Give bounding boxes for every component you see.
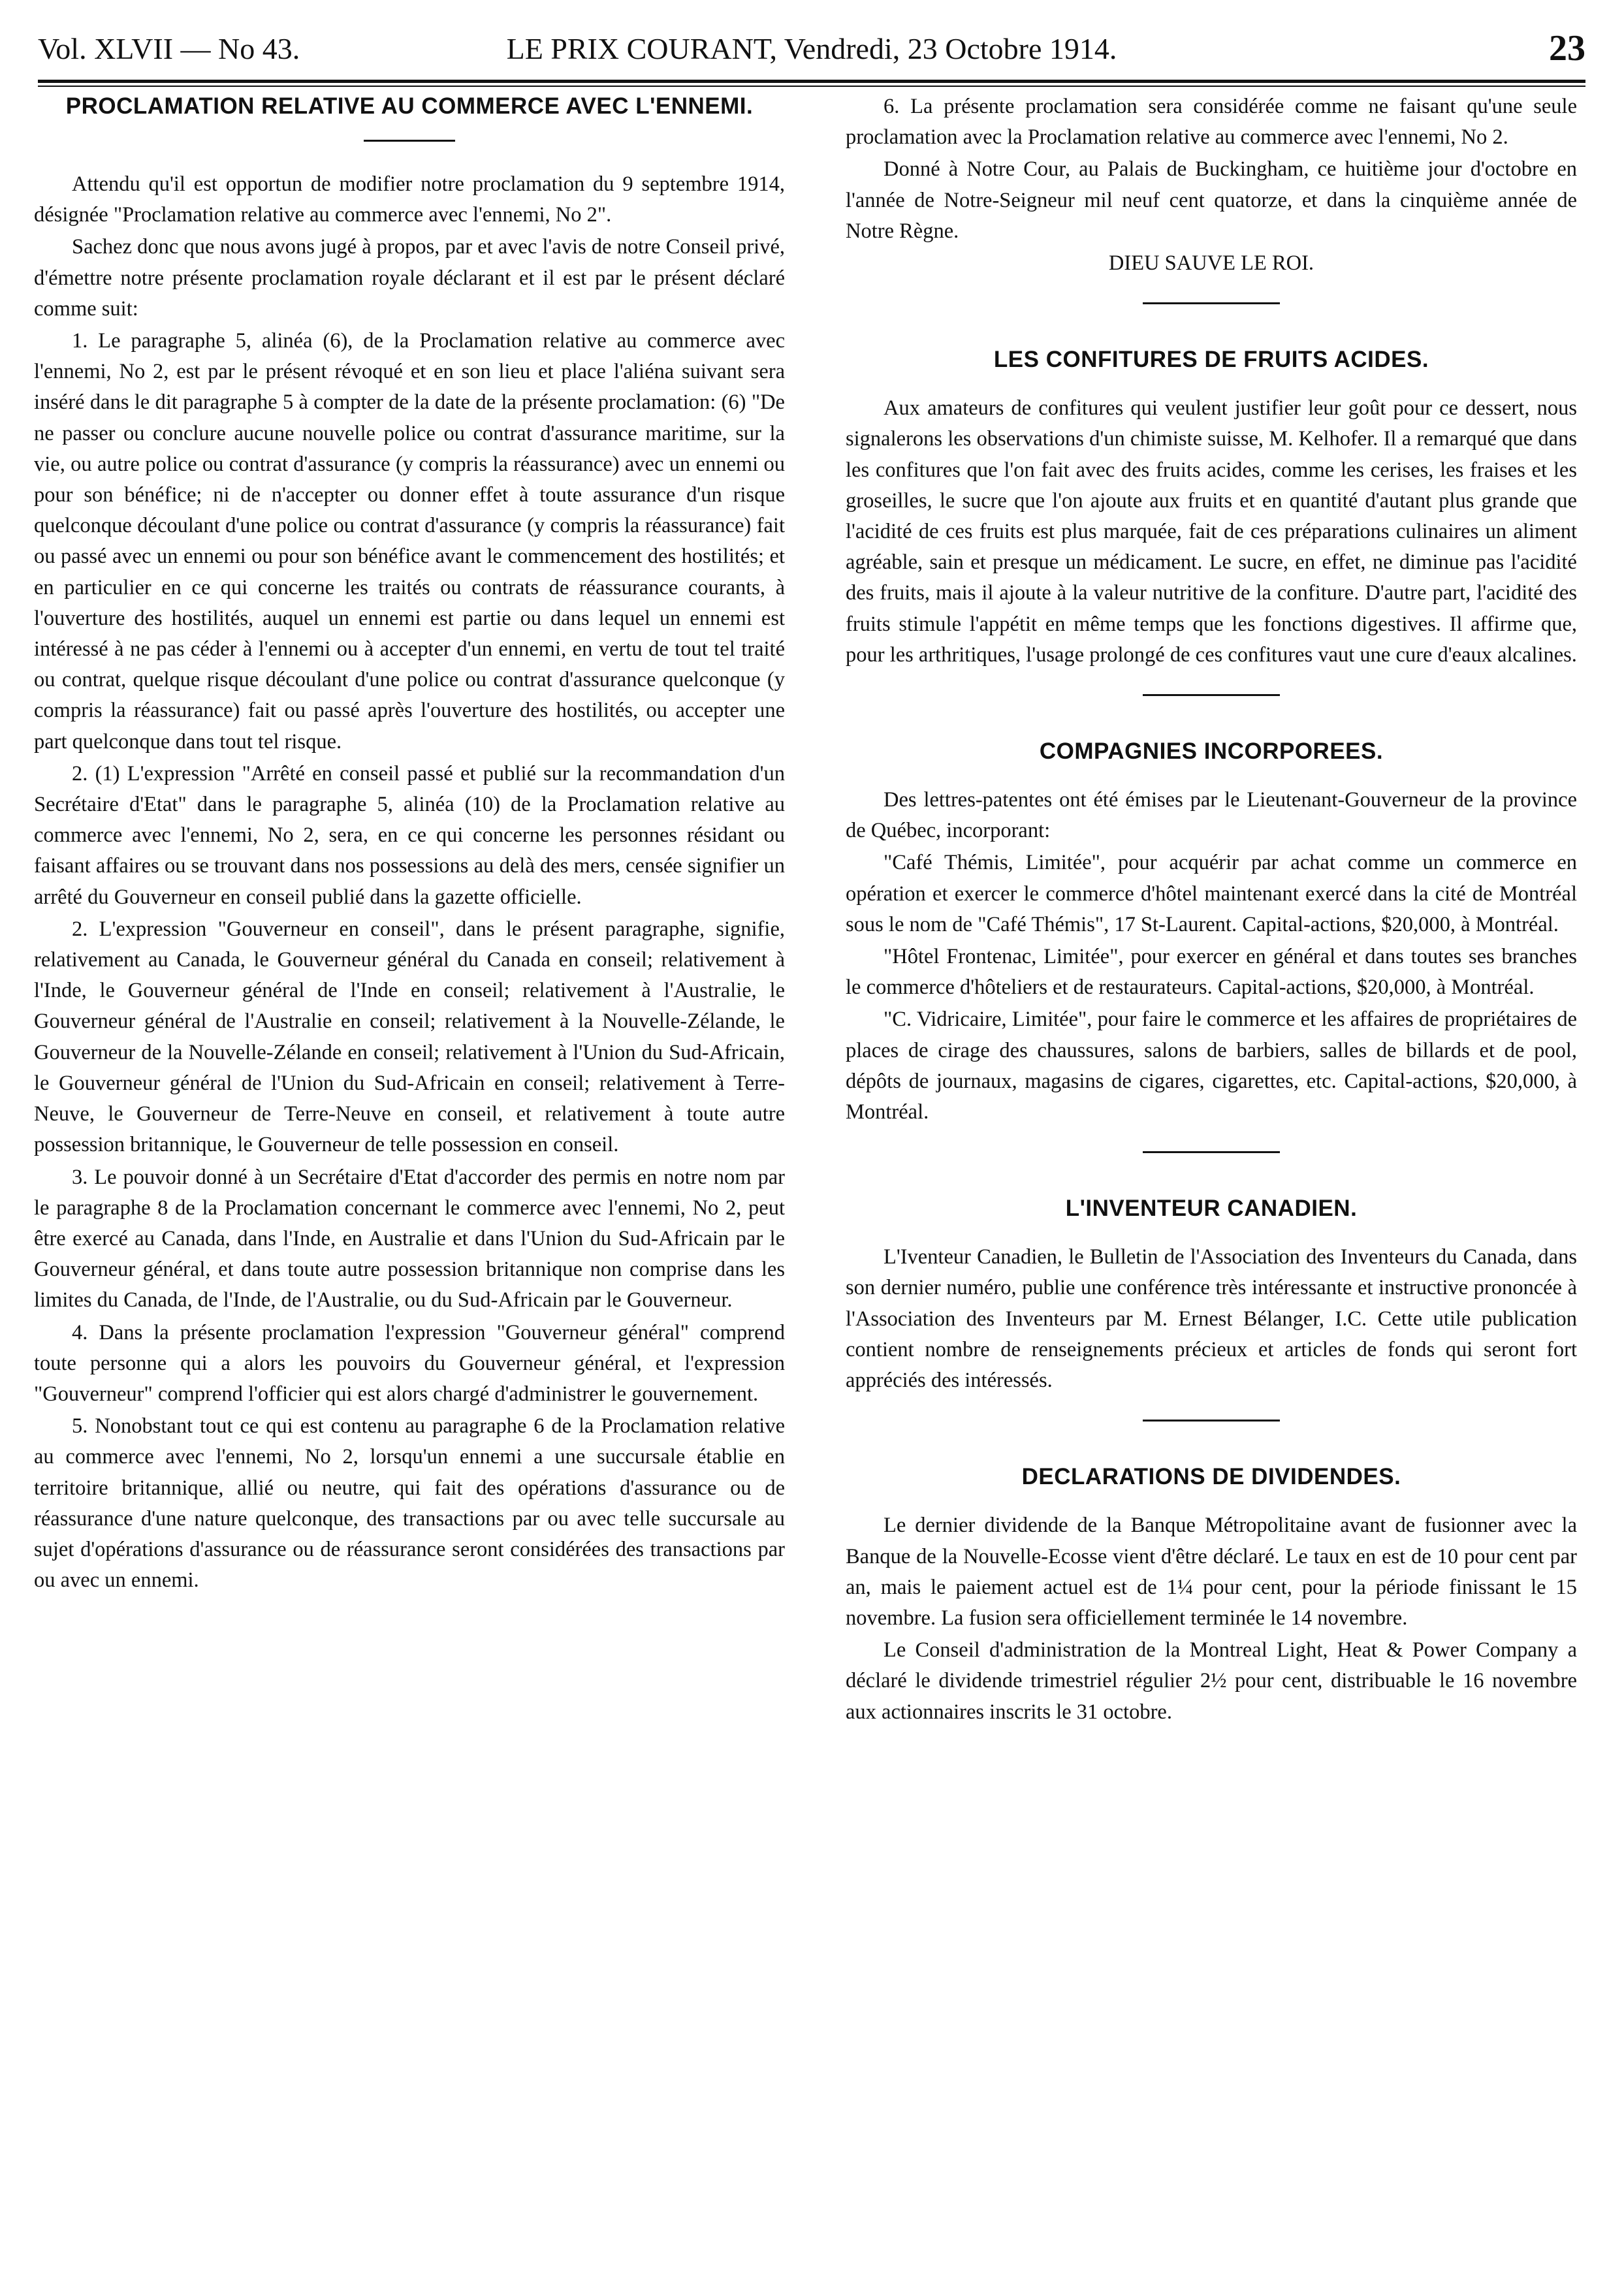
heading-separator: [364, 140, 455, 142]
article-paragraph: 6. La présente proclamation sera considérée comme ne faisant qu'une seule proclamation avec la Proclamation relative au commerce avec l'ennemi, No 2.: [846, 95, 1577, 150]
article-paragraph: "C. Vidricaire, Limitée", pour faire le commerce et les affaires de propriétaires de places de cirage des chaussures, salons de barbiers, salles de billards et de pool, dépôts de journaux, magasins de cigares, cigarettes, etc. Capital-actions, $20,000, à Montréal.: [846, 1008, 1577, 1124]
article-paragraph: Sachez donc que nous avons jugé à propos, par et avec l'avis de notre Conseil privé, d'émettre notre présente proclamation royale déclarant et il est par le présent déclaré comme suit:: [34, 235, 785, 321]
article-separator: [1143, 694, 1280, 696]
article-heading-proclamation: PROCLAMATION RELATIVE AU COMMERCE AVEC L'ENNEMI.: [65, 93, 754, 119]
article-heading-compagnies: COMPAGNIES INCORPOREES.: [1039, 738, 1384, 765]
article-paragraph: "Café Thémis, Limitée", pour acquérir par achat comme un commerce en opération et exercer le commerce d'hôtel maintenant exercé dans la cité de Montréal sous le nom de "Café Thémis", 17 St-Laurent. Capital-actions, $20,000, à Montréal.: [846, 851, 1577, 936]
left-column: [34, 91, 785, 1596]
article-paragraph: Aux amateurs de confitures qui veulent justifier leur goût pour ce dessert, nous signalerons les observations d'un chimiste suisse, M. Kelhofer. Il a remarqué que dans les confitures que l'on fait avec des fruits acides, comme les cerises, les fraises et les groseilles, le sucre que l'on ajoute aux fruits et en quantité d'autant plus grande que l'acidité de ces fruits est plus marquée, fait de ces préparations culinaires un aliment agréable, sain et presque un médicament. Le sucre, en effet, ne diminue pas l'acidité des fruits, mais il ajoute à la valeur nutritive de la confiture. D'autre part, l'acidité des fruits stimule l'appétit en même temps que les fonctions digestives. Il affirme que, pour les arthritiques, l'usage prolongé de ces confitures vaut une cure d'eaux alcalines.: [846, 396, 1577, 667]
article-paragraph: Attendu qu'il est opportun de modifier notre proclamation du 9 septembre 1914, désignée "Proclamation relative au commerce avec l'ennemi, No 2".: [34, 172, 785, 227]
article-paragraph: 2. (1) L'expression "Arrêté en conseil passé et publié sur la recommandation d'un Secrétaire d'Etat" dans le paragraphe 5, alinéa (10) de la Proclamation relative au commerce avec l'ennemi, No 2, sera, en ce qui concerne les personnes résidant ou faisant affaires ou se trouvant dans nos possessions au delà des mers, censée signifier un arrêté du Gouverneur en conseil publié dans la gazette officielle.: [34, 761, 785, 909]
article-separator: [1143, 1420, 1280, 1421]
article-paragraph: 5. Nonobstant tout ce qui est contenu au paragraphe 6 de la Proclamation relative au commerce avec l'ennemi, No 2, lorsqu'un ennemi a une succursale établie en territoire britannique, allié ou neutre, qui fait des opérations d'assurance ou de réassurance d'une nature quelconque, des transactions par ou avec telle succursale au sujet d'opérations d'assurance ou de réassurance seront considérées des transactions par ou avec un ennemi.: [34, 1414, 785, 1593]
article-paragraph: 2. L'expression "Gouverneur en conseil", dans le présent paragraphe, signifie, relativement au Canada, le Gouverneur général du Canada en conseil; relativement à l'Inde, le Gouverneur général de l'Inde en conseil; relativement à l'Australie, le Gouverneur général de l'Australie en conseil; relativement à la Nouvelle-Zélande, le Gouverneur de la Nouvelle-Zélande en conseil; relativement à l'Union du Sud-Africain, le Gouverneur général de l'Union du Sud-Africain en conseil; relativement à Terre-Neuve, le Gouverneur de Terre-Neuve en conseil, et relativement à toute autre possession britannique, le Gouverneur de telle possession en conseil.: [34, 917, 785, 1157]
article-paragraph: Le Conseil d'administration de la Montreal Light, Heat & Power Company a déclaré le dividende trimestriel régulier 2½ pour cent, distribuable le 16 novembre aux actionnaires inscrits le 31 octobre.: [846, 1638, 1577, 1724]
page-number: 23: [1549, 28, 1585, 69]
right-column: [846, 91, 1577, 1728]
article-paragraph: Donné à Notre Cour, au Palais de Buckingham, ce huitième jour d'octobre en l'année de Notre-Seigneur mil neuf cent quatorze, et dans la cinquième année de Notre Règne.: [846, 157, 1577, 243]
proclamation-closing: DIEU SAUVE LE ROI.: [1108, 251, 1314, 276]
article-paragraph: Le dernier dividende de la Banque Métropolitaine avant de fusionner avec la Banque de la Nouvelle-Ecosse vient d'être déclaré. Le taux en est de 10 pour cent par an, mais le paiement actuel est de 1¼ pour cent, pour la période finissant le 15 novembre. La fusion sera officiellement terminée le 14 novembre.: [846, 1514, 1577, 1630]
article-separator: [1143, 302, 1280, 304]
article-heading-confitures: LES CONFITURES DE FRUITS ACIDES.: [993, 347, 1429, 373]
article-heading-inventeur: L'INVENTEUR CANADIEN.: [1065, 1196, 1358, 1222]
article-paragraph: L'Iventeur Canadien, le Bulletin de l'Association des Inventeurs du Canada, dans son dernier numéro, publie une conférence très intéressante et instructive prononcée à l'Association des Inventeurs par M. Ernest Bélanger, I.C. Cette utile publication contient nombre de renseignements précieux et articles de fonds qui seront fort appréciés des intéressés.: [846, 1245, 1577, 1393]
article-paragraph: 1. Le paragraphe 5, alinéa (6), de la Proclamation relative au commerce avec l'ennemi, No 2, est par le présent révoqué et en son lieu et place l'aliéna suivant sera inséré dans le dit paragraphe 5 à compter de la date de la présente proclamation: (6) "De ne passer ou conclure aucune nouvelle police ou contrat d'assurance maritime, sur la vie, ou autre police ou contrat d'assurance (y compris la réassurance) avec un ennemi ou pour son bénéfice; ni de n'accepter ou donner effet à toute assurance d'un risque quelconque découlant d'une police ou contrat d'assurance (y compris la réassurance) fait ou passé avec un ennemi ou pour son bénéfice avant le commencement des hostilités; et en particulier en ce qui concerne les traités ou contrats de réassurance courants, à l'ouverture des hostilités, auquel un ennemi est partie ou dans lequel un ennemi est intéressé à ne pas céder à l'ennemi ou à accepter d'un ennemi, en vertu de tout tel traité ou contrat, quelque risque découlant d'une police ou contrat d'assurance quelconque (y compris la réassurance) fait ou passé après l'ouverture des hostilités, ou accepter une part quelconque dans tout tel risque.: [34, 329, 785, 754]
publication-title: LE PRIX COURANT, Vendredi, 23 Octobre 1914.: [506, 32, 1117, 65]
article-paragraph: 3. Le pouvoir donné à un Secrétaire d'Etat d'accorder des permis en notre nom par le paragraphe 8 de la Proclamation concernant le commerce avec l'ennemi, No 2, peut être exercé au Canada, dans l'Inde, en Australie et dans l'Union du Sud-Africain par le Gouverneur général, et dans toute autre possession britannique non comprise dans les limites du Canada, de l'Inde, de l'Australie, ou du Sud-Africain par le Gouverneur.: [34, 1165, 785, 1312]
article-heading-dividendes: DECLARATIONS DE DIVIDENDES.: [1021, 1464, 1401, 1490]
article-paragraph: Des lettres-patentes ont été émises par le Lieutenant-Gouverneur de la province de Québec, incorporant:: [846, 788, 1577, 843]
article-separator: [1143, 1151, 1280, 1153]
volume-number: Vol. XLVII — No 43.: [38, 32, 300, 65]
page-header: [38, 25, 1585, 72]
header-rule-thin: [38, 86, 1585, 87]
article-paragraph: 4. Dans la présente proclamation l'expression "Gouverneur général" comprend toute personne qui a alors les pouvoirs du Gouverneur général, et l'expression "Gouverneur" comprend l'officier qui est alors chargé d'administrer le gouvernement.: [34, 1320, 785, 1406]
header-rule-thick: [38, 80, 1585, 83]
article-paragraph: "Hôtel Frontenac, Limitée", pour exercer en général et dans toutes ses branches le commerce d'hôteliers et de restaurateurs. Capital-actions, $20,000, à Montréal.: [846, 945, 1577, 1000]
